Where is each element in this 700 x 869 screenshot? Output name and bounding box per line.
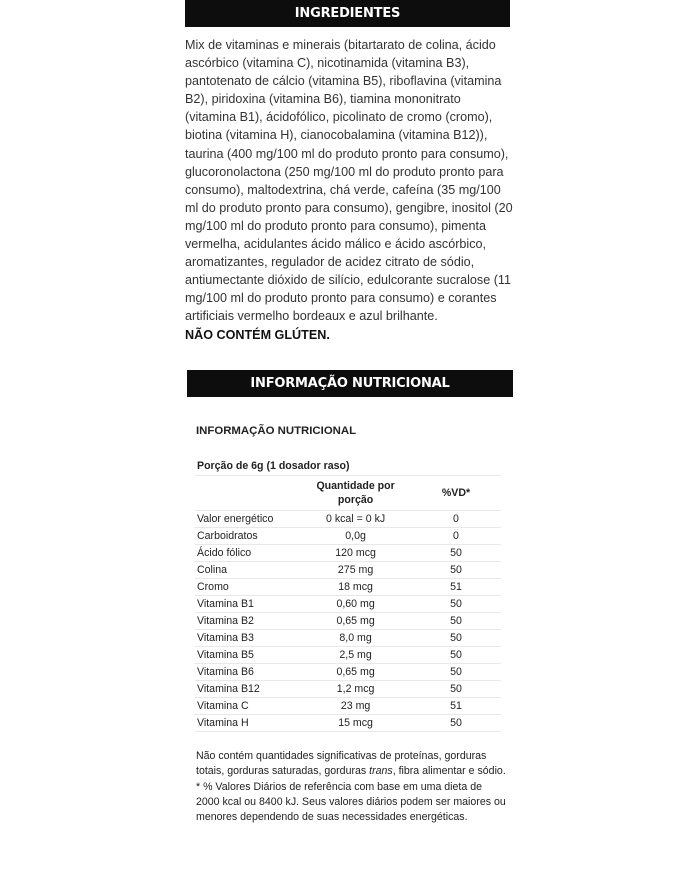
nutrition-panel-title: INFORMAÇÃO NUTRICIONAL [196, 425, 357, 437]
nutrient-name: Colina [195, 562, 300, 579]
nutrient-vd: 50 [411, 562, 501, 579]
table-row [195, 630, 501, 647]
nutrient-name: Vitamina C [195, 698, 300, 715]
nutrition-footnote [196, 749, 506, 825]
nutrient-vd: 50 [411, 545, 501, 562]
table-row [195, 664, 501, 681]
portion-label: Porção de 6g (1 dosador raso) [195, 457, 501, 476]
header-vd: %VD* [411, 476, 501, 511]
table-row [195, 511, 501, 528]
nutrition-panel [187, 405, 513, 865]
table-row [195, 562, 501, 579]
nutrient-qty: 120 mcg [300, 545, 411, 562]
nutrient-name: Cromo [195, 579, 300, 596]
nutrient-qty: 1,2 mcg [300, 681, 411, 698]
nutrient-vd: 50 [411, 613, 501, 630]
nutrient-vd: 50 [411, 596, 501, 613]
nutrient-qty: 0,65 mg [300, 613, 411, 630]
ingredients-text [185, 36, 515, 344]
nutrient-name: Vitamina B5 [195, 647, 300, 664]
footnote-vd: * % Valores Diários de referência com base em uma dieta de 2000 kcal ou 8400 kJ. Seus valores diários podem ser maiores ou menores dependendo de suas necessidades energéticas. [196, 780, 506, 824]
ingredientes-banner: INGREDIENTES [185, 0, 510, 27]
nutrient-qty: 0,0g [300, 528, 411, 545]
footnote-trans: trans [369, 765, 393, 778]
nutrient-vd: 51 [411, 698, 501, 715]
nutrient-vd: 0 [411, 528, 501, 545]
nutrient-vd: 50 [411, 715, 501, 732]
nutrient-qty: 275 mg [300, 562, 411, 579]
table-row [195, 579, 501, 596]
table-row [195, 545, 501, 562]
nutrient-qty: 2,5 mg [300, 647, 411, 664]
nutrient-name: Vitamina B3 [195, 630, 300, 647]
nutrient-qty: 15 mcg [300, 715, 411, 732]
nutrient-vd: 50 [411, 681, 501, 698]
header-name [195, 476, 300, 511]
header-row [195, 476, 501, 511]
nutrient-name: Vitamina H [195, 715, 300, 732]
nutrient-name: Vitamina B6 [195, 664, 300, 681]
table-row [195, 613, 501, 630]
nutrient-name: Vitamina B12 [195, 681, 300, 698]
informacao-nutricional-banner: INFORMAÇÃO NUTRICIONAL [187, 370, 513, 397]
nutrient-name: Ácido fólico [195, 545, 300, 562]
nutrient-name: Vitamina B2 [195, 613, 300, 630]
nutrient-vd: 50 [411, 664, 501, 681]
nutrient-qty: 18 mcg [300, 579, 411, 596]
gluten-notice: NÃO CONTÉM GLÚTEN. [185, 327, 330, 342]
header-qty: Quantidade por porção [300, 476, 411, 511]
nutrient-qty: 0,65 mg [300, 664, 411, 681]
nutrient-qty: 0 kcal = 0 kJ [300, 511, 411, 528]
nutrient-vd: 50 [411, 647, 501, 664]
nutrient-name: Vitamina B1 [195, 596, 300, 613]
nutrient-qty: 23 mg [300, 698, 411, 715]
footnote-significant [196, 750, 506, 777]
table-row [195, 596, 501, 613]
table-row [195, 528, 501, 545]
portion-row [195, 457, 501, 476]
footnote-part2: , fibra alimentar e sódio. [392, 765, 506, 778]
table-row [195, 715, 501, 732]
nutrient-name: Valor energético [195, 511, 300, 528]
table-row [195, 698, 501, 715]
table-row [195, 681, 501, 698]
nutrient-vd: 0 [411, 511, 501, 528]
nutrient-vd: 50 [411, 630, 501, 647]
nutrient-qty: 0,60 mg [300, 596, 411, 613]
ingredients-list: Mix de vitaminas e minerais (bitartarato de colina, ácido ascórbico (vitamina C), nicotinamida (vitamina B3), pantotenato de cálcio (vitamina B5), riboflavina (vitamina B2), piridoxina (vitamina B6), tiamina mononitrato (vitamina B1), ácidofólico, picolinato de cromo (cromo), biotina (vitamina H), cianocobalamina (vitamina B12)), taurina (400 mg/100 ml do produto pronto para consumo), glucoronolactona (250 mg/100 ml do produto pronto para consumo), maltodextrina, chá verde, cafeína (35 mg/100 ml do produto pronto para consumo), gengibre, inositol (20 mg/100 ml do produto pronto para consumo), pimenta vermelha, acidulantes ácido málico e ácido ascórbico, aromatizantes, regulador de acidez citrato de sódio, antiumectante dióxido de silício, edulcorante sucralose (11 mg/100 ml do produto pronto para consumo) e corantes artificiais vermelho bordeaux e azul brilhante. [185, 38, 513, 324]
nutrient-vd: 51 [411, 579, 501, 596]
nutrient-qty: 8,0 mg [300, 630, 411, 647]
footnote-part1: Não contém quantidades significativas de proteínas, gorduras totais, gorduras saturadas, gorduras [196, 750, 487, 778]
nutrition-table [195, 457, 501, 732]
table-row [195, 647, 501, 664]
nutrient-name: Carboidratos [195, 528, 300, 545]
